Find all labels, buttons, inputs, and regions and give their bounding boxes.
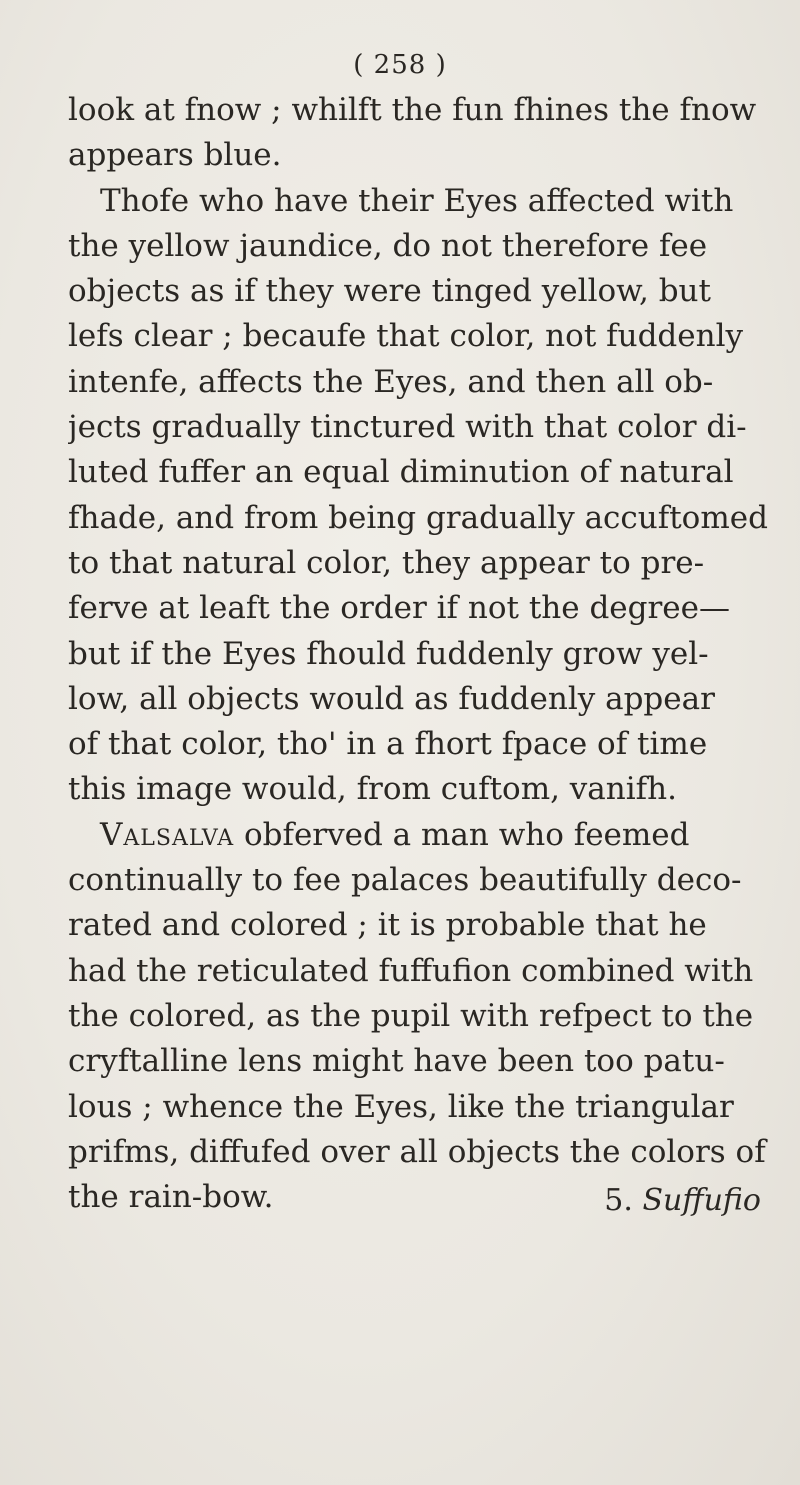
text-line-1: look at fnow ; whilft the fun fhines the fnow	[68, 92, 757, 128]
text-line-11: to that natural color, they appear to pre-	[68, 544, 705, 581]
text-line-16: this image would, from cuftom, vanifh.	[68, 771, 677, 808]
text-line-18: continually to fee palaces beautifully deco-	[68, 862, 742, 899]
catchword	[604, 1183, 761, 1218]
text-line-6: lefs clear ; becaufe that color, not fuddenly	[68, 318, 743, 355]
text-line-8: jects gradually tinctured with that color di-	[68, 409, 747, 446]
text-line-13: but if the Eyes fhould fuddenly grow yel-	[68, 635, 709, 672]
text-line-22: cryftalline lens might have been too patu-	[68, 1043, 725, 1080]
text-line-19: rated and colored ; it is probable that he	[68, 907, 707, 944]
last-line-row	[68, 1175, 773, 1221]
text-line-12: ferve at leaft the order if not the degree—	[68, 590, 730, 627]
text-line-14: low, all objects would as fuddenly appear	[68, 680, 715, 717]
text-line-2: appears blue.	[68, 137, 282, 174]
text-line-10: fhade, and from being gradually accuftomed	[68, 499, 768, 536]
text-line-24: prifms, diffufed over all objects the colors of	[68, 1133, 766, 1170]
page-number: ( 258 )	[353, 50, 447, 80]
text-line-5: objects as if they were tinged yellow, but	[68, 273, 711, 310]
text-line-21: the colored, as the pupil with refpect to the	[68, 997, 754, 1034]
text-line-7: intenfe, affects the Eyes, and then all ob-	[68, 363, 714, 400]
text-line-4: the yellow jaundice, do not therefore fee	[68, 227, 708, 264]
valsalva-rest: obferved a man who feemed	[234, 816, 690, 853]
text-line-9: luted fuffer an equal diminution of natural	[68, 454, 734, 491]
text-line-17	[68, 813, 773, 858]
text-line-15: of that color, tho' in a fhort fpace of time	[68, 726, 708, 763]
catchword-word: Suffufio	[642, 1183, 761, 1219]
text-line-23: lous ; whence the Eyes, like the triangular	[68, 1088, 734, 1125]
catchword-number: 5.	[604, 1183, 633, 1219]
text-line-20: had the reticulated fuffufion combined with	[68, 952, 754, 989]
valsalva-name: Valsalva	[100, 816, 235, 853]
body-text	[68, 88, 773, 1221]
text-line-25: the rain-bow.	[68, 1179, 274, 1216]
text-line-3: Thofe who have their Eyes affected with	[100, 182, 734, 219]
